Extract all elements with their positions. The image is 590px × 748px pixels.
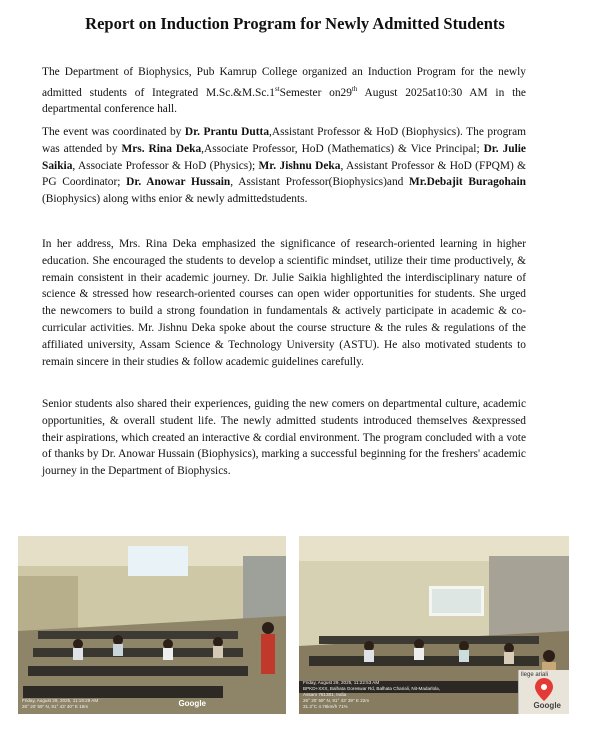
intro-paragraph: The Department of Biophysics, Pub Kamrup College organized an Induction Program for the newly admitted students of Integrated M.Sc.&M.Sc.1stSemester on29th August 2025at10:30 AM in the departmental conference hall. bbox=[42, 66, 526, 116]
attendees-paragraph: The event was coordinated by Dr. Prantu Dutta,Assistant Professor & HoD (Biophysics). The program was attended by Mrs. Rina Deka,Associate Professor, HoD (Mathematics) & Vice Principal; Dr. Julie Saikia, Associate Professor & HoD (Physics); Mr. Jishnu Deka, Assistant Professor & HoD (FPQM) & PG Coordinator; Dr. Anowar Hussain, Assistant Professor(Biophysics)and Mr.Debajit Buragohain (Biophysics) along withs enior & newly admittedstudents. bbox=[42, 126, 526, 206]
classroom-scene-1 bbox=[18, 536, 286, 714]
google-watermark-1: Google bbox=[178, 699, 206, 708]
report-title: Report on Induction Program for Newly Admitted Students bbox=[85, 14, 505, 33]
closing-paragraph: Senior students also shared their experiences, guiding the new comers on departmental culture, academic opportunities, & overall student life. The newly admitted students introduced themselves &expressed their aspirations, which created an interactive & cordial environment. The program concluded with a vote of thanks by Dr. Anowar Hussain (Biophysics), marking a successful beginning for the freshers' academic journey in the Department of Biophysics. bbox=[42, 398, 526, 478]
google-watermark-2: Google bbox=[533, 701, 561, 710]
event-photo-2 bbox=[299, 536, 569, 714]
event-photo-1 bbox=[18, 536, 286, 714]
address-paragraph: In her address, Mrs. Rina Deka emphasized the significance of research-oriented learning in higher education. She encouraged the students to develop a scientific mindset, utilize their time productively, & remain consistent in their academic journey. Dr. Julie Saikia highlighted the interdisciplinary nature of science & stressed how research-oriented courses can open wider opportunities for students. She urged the newcomers to build a strong foundation in fundamentals & actively participate in academic & co-curricular activities. Mr. Jishnu Deka spoke about the course structure & the rules & regulations of the affiliated university, Assam Science & Technology University (ASTU). He also motivated students to remain sincere in their studies & follow academic guidelines carefully. bbox=[42, 238, 526, 368]
photo-1-geotag: Friday, August 29, 2025, 11:16:29 AM 26° 20' 59" N, 91° 43' 40" E 18m bbox=[22, 698, 99, 709]
map-thumbnail: llege ariali bbox=[518, 670, 569, 714]
photo-2-geotag: Friday, August 29, 2025, 11:22:53 AM BPKD+XXX, Balhata Goreswar Rd, Balhata Chariali, Nit-Madarlola, Assam 781381, India 26° 20' 59" N, 91° 43' 39" E 22m 31.3°C 4.76km/h 71% bbox=[303, 680, 440, 709]
